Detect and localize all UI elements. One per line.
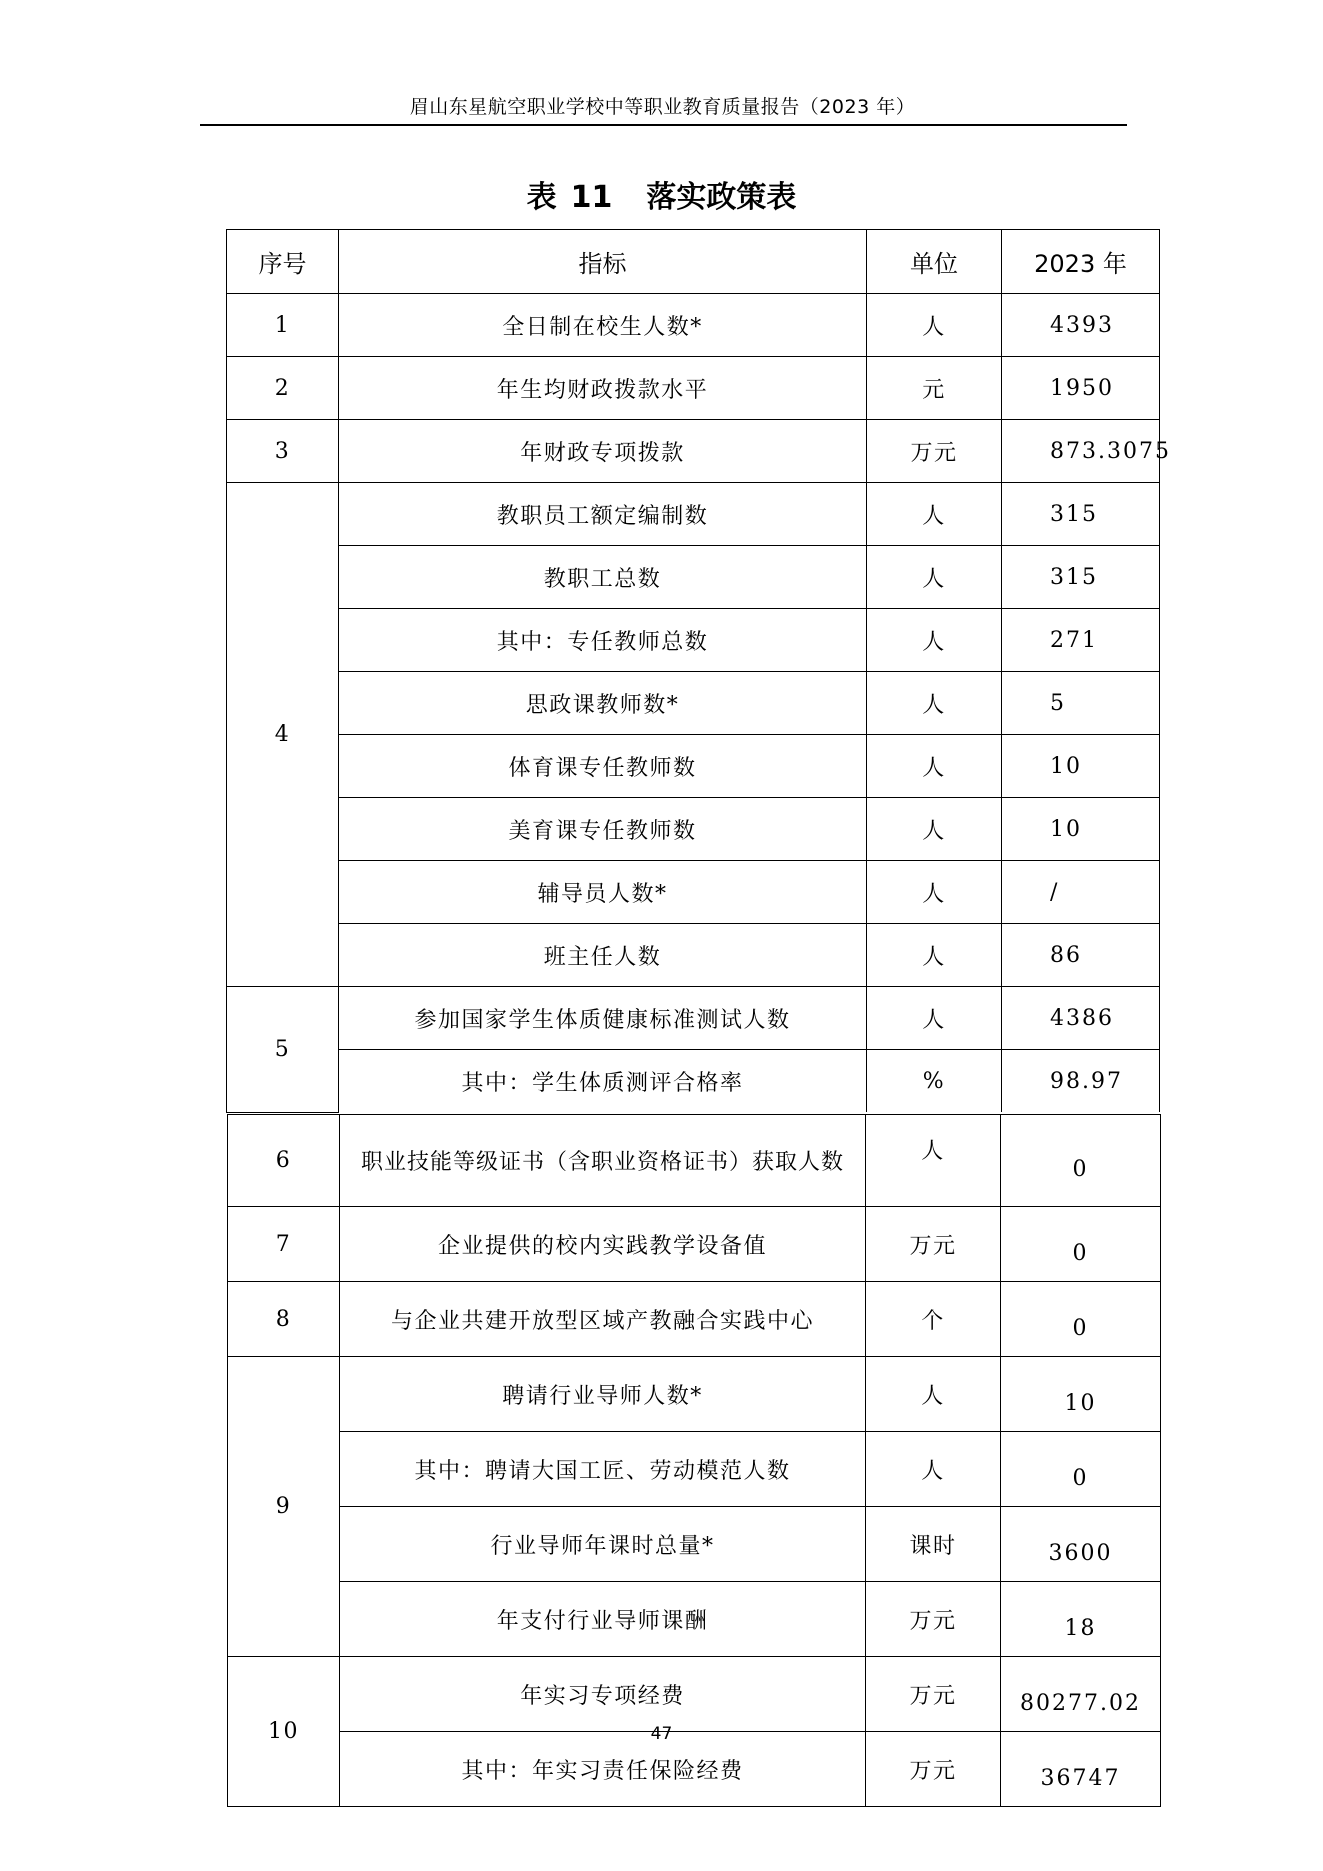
row-indicator: 企业提供的校内实践教学设备值 xyxy=(340,1207,866,1282)
running-header: 眉山东星航空职业学校中等职业教育质量报告（2023 年） xyxy=(409,96,916,118)
column-header-unit: 单位 xyxy=(867,230,1002,294)
table-row xyxy=(228,1207,1161,1282)
row-unit: 人 xyxy=(867,735,1002,798)
row-seq: 2 xyxy=(227,357,339,420)
row-indicator: 职业技能等级证书（含职业资格证书）获取人数 xyxy=(340,1115,866,1207)
row-indicator: 班主任人数 xyxy=(339,924,867,987)
row-seq: 5 xyxy=(227,987,339,1113)
row-unit: 人 xyxy=(867,924,1002,987)
table-row xyxy=(227,420,1160,483)
table-caption xyxy=(0,172,1323,216)
row-value: 315 xyxy=(1002,483,1160,546)
row-indicator: 教职员工额定编制数 xyxy=(339,483,867,546)
row-unit: 课时 xyxy=(866,1507,1001,1582)
row-indicator: 年财政专项拨款 xyxy=(339,420,867,483)
policy-table-part-1 xyxy=(226,229,1171,1113)
table-row xyxy=(227,924,1160,987)
row-seq: 6 xyxy=(228,1115,340,1207)
row-seq: 7 xyxy=(228,1207,340,1282)
row-indicator: 年支付行业导师课酬 xyxy=(340,1582,866,1657)
table-row xyxy=(227,357,1160,420)
row-indicator: 体育课专任教师数 xyxy=(339,735,867,798)
row-value: 271 xyxy=(1002,609,1160,672)
caption-number: 11 xyxy=(570,180,613,215)
row-value: 18 xyxy=(1001,1582,1161,1657)
table-row xyxy=(227,1050,1160,1113)
row-value: 80277.02 xyxy=(1001,1657,1161,1732)
row-indicator: 行业导师年课时总量* xyxy=(340,1507,866,1582)
row-indicator: 其中：聘请大国工匠、劳动模范人数 xyxy=(340,1432,866,1507)
row-unit: 人 xyxy=(867,798,1002,861)
row-value: 315 xyxy=(1002,546,1160,609)
table-row xyxy=(227,735,1160,798)
row-seq: 1 xyxy=(227,294,339,357)
row-value: 0 xyxy=(1001,1282,1161,1357)
policy-table-part-2 xyxy=(227,1114,1161,1807)
row-unit: 个 xyxy=(866,1282,1001,1357)
row-value: 873.3075 xyxy=(1002,420,1160,483)
table-row xyxy=(228,1357,1161,1432)
row-unit: 万元 xyxy=(866,1582,1001,1657)
row-value: 4386 xyxy=(1002,987,1160,1050)
row-indicator: 年实习专项经费 xyxy=(340,1657,866,1732)
row-indicator: 辅导员人数* xyxy=(339,861,867,924)
table-row xyxy=(227,798,1160,861)
row-value: 1950 xyxy=(1002,357,1160,420)
table-row xyxy=(228,1582,1161,1657)
row-unit: 人 xyxy=(867,672,1002,735)
row-seq: 10 xyxy=(228,1657,340,1807)
row-unit: % xyxy=(867,1050,1002,1113)
row-unit: 万元 xyxy=(866,1732,1001,1807)
row-value: / xyxy=(1002,861,1160,924)
row-indicator: 教职工总数 xyxy=(339,546,867,609)
table-row xyxy=(228,1282,1161,1357)
row-unit: 人 xyxy=(867,609,1002,672)
table-row xyxy=(227,483,1160,546)
row-unit: 元 xyxy=(867,357,1002,420)
row-indicator: 其中：专任教师总数 xyxy=(339,609,867,672)
row-indicator: 聘请行业导师人数* xyxy=(340,1357,866,1432)
row-indicator: 其中：年实习责任保险经费 xyxy=(340,1732,866,1807)
row-unit: 万元 xyxy=(867,420,1002,483)
caption-title: 落实政策表 xyxy=(646,180,797,215)
row-indicator: 其中：学生体质测评合格率 xyxy=(339,1050,867,1113)
table-header-row xyxy=(227,230,1160,294)
row-value: 86 xyxy=(1002,924,1160,987)
row-value: 10 xyxy=(1002,798,1160,861)
row-seq: 4 xyxy=(227,483,339,987)
row-seq: 9 xyxy=(228,1357,340,1657)
row-indicator: 年生均财政拨款水平 xyxy=(339,357,867,420)
header-rule xyxy=(200,124,1127,126)
table-row xyxy=(227,546,1160,609)
row-unit: 人 xyxy=(867,294,1002,357)
row-indicator: 美育课专任教师数 xyxy=(339,798,867,861)
row-unit: 人 xyxy=(866,1432,1001,1507)
table-row xyxy=(227,672,1160,735)
row-unit: 人 xyxy=(866,1115,1001,1207)
table-row xyxy=(228,1115,1161,1207)
table-row xyxy=(228,1657,1161,1732)
table-row xyxy=(227,987,1160,1050)
row-value: 36747 xyxy=(1001,1732,1161,1807)
row-seq: 3 xyxy=(227,420,339,483)
row-unit: 人 xyxy=(867,546,1002,609)
row-value: 3600 xyxy=(1001,1507,1161,1582)
table-row xyxy=(228,1432,1161,1507)
row-unit: 人 xyxy=(866,1357,1001,1432)
row-value: 0 xyxy=(1001,1207,1161,1282)
row-seq: 8 xyxy=(228,1282,340,1357)
row-unit: 万元 xyxy=(866,1657,1001,1732)
row-unit: 人 xyxy=(867,861,1002,924)
row-value: 0 xyxy=(1001,1432,1161,1507)
page-number: 47 xyxy=(650,1724,673,1744)
row-unit: 人 xyxy=(867,987,1002,1050)
table-row xyxy=(228,1507,1161,1582)
caption-prefix: 表 xyxy=(526,180,557,215)
table-row xyxy=(227,861,1160,924)
column-header-seq: 序号 xyxy=(227,230,339,294)
row-unit: 人 xyxy=(867,483,1002,546)
table-row xyxy=(227,294,1160,357)
row-value: 0 xyxy=(1001,1115,1161,1207)
column-header-year: 2023 年 xyxy=(1002,230,1160,294)
table-row xyxy=(227,609,1160,672)
row-value: 10 xyxy=(1002,735,1160,798)
row-value: 10 xyxy=(1001,1357,1161,1432)
row-indicator: 思政课教师数* xyxy=(339,672,867,735)
row-value: 98.97 xyxy=(1002,1050,1160,1113)
row-indicator: 全日制在校生人数* xyxy=(339,294,867,357)
row-indicator: 参加国家学生体质健康标准测试人数 xyxy=(339,987,867,1050)
row-indicator: 与企业共建开放型区域产教融合实践中心 xyxy=(340,1282,866,1357)
row-value: 5 xyxy=(1002,672,1160,735)
row-value: 4393 xyxy=(1002,294,1160,357)
column-header-indicator: 指标 xyxy=(339,230,867,294)
row-unit: 万元 xyxy=(866,1207,1001,1282)
